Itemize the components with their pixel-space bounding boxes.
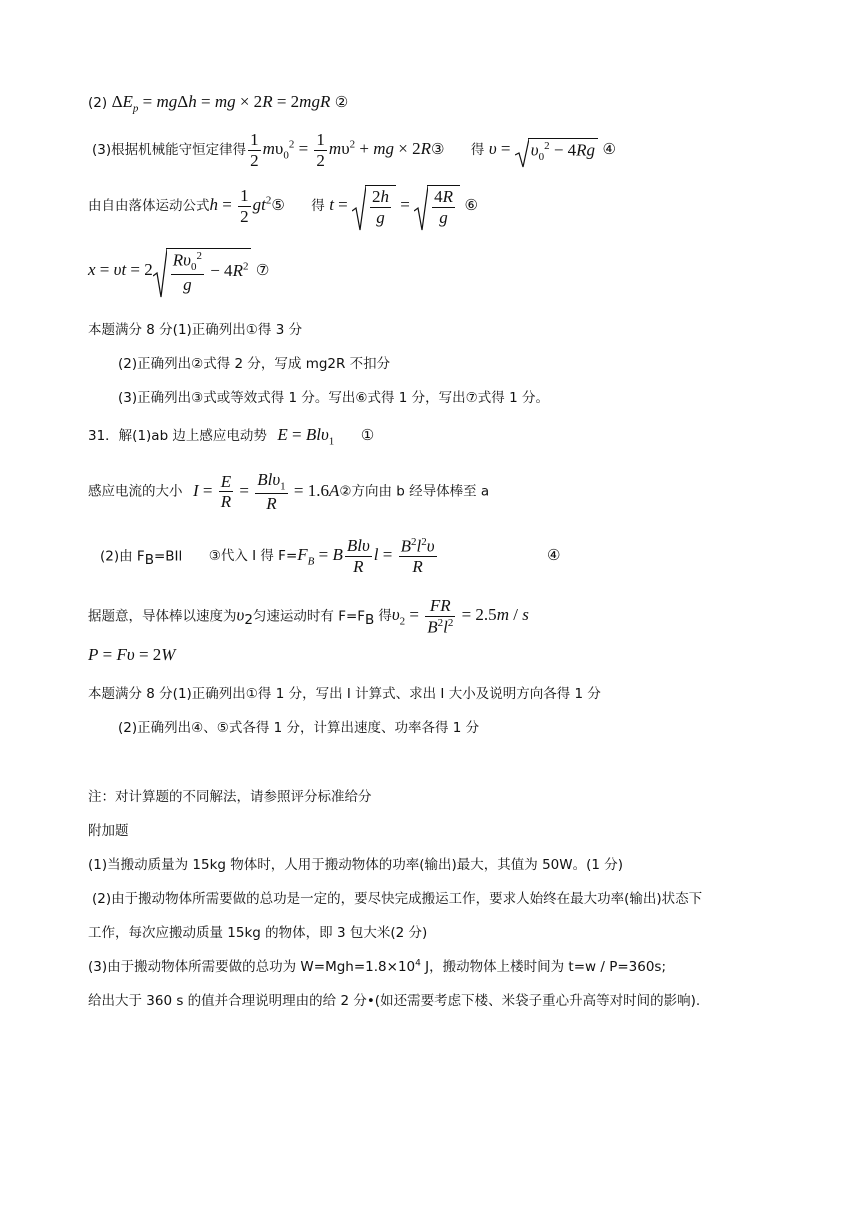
extra-title: 附加题 <box>88 823 129 839</box>
note-line: 注：对计算题的不同解法，请参照评分标准给分 <box>88 789 372 805</box>
extra-line-1: (1)当搬动质量为 15kg 物体时，人用于搬动物体的功率(输出)最大，其值为 50W。(1 分) <box>88 857 624 873</box>
score-line-5: (2)正确列出④、⑤式各得 1 分，计算出速度、功率各得 1 分 <box>118 720 480 736</box>
circled-7: ⑦ <box>255 261 270 280</box>
v2-sub: 2 <box>244 612 253 629</box>
fb-lead: (2)由 F <box>100 548 145 565</box>
fb-substitute: ③代入 I 得 F= <box>208 548 298 565</box>
q31-line <box>88 424 374 447</box>
score-line-4: 本题满分 8 分(1)正确列出①得 1 分，写出 I 计算式、求出 I 大小及说明方向各得 1 分 <box>88 686 601 702</box>
formula-emf: E = Blυ$_1$ <box>277 425 335 448</box>
score-line-3: (3)正确列出③式或等效式得 1 分。写出⑥式得 1 分，写出⑦式得 1 分。 <box>118 390 549 406</box>
e3-pre: (3)由于搬动物体所需要做的总功为 W=Mgh=1.8×10 <box>88 959 416 975</box>
fb-line <box>100 536 560 577</box>
current-line <box>88 470 489 514</box>
circled-3: ③ <box>430 139 445 158</box>
eq-line-4 <box>88 248 269 294</box>
eq-line-3 <box>88 185 478 227</box>
v2-lead: 据题意，导体棒以速度为 <box>88 608 237 625</box>
formula-fb: $F_B = B$ $\frac{\text{Blυ}}{R}$ l = $\frac{B^2l^2\upsilon}{R}$ <box>297 536 435 577</box>
v2-subB: B <box>365 612 375 629</box>
part-number: (2) <box>88 95 108 111</box>
power-formula: P = Fυ = 2W <box>88 645 176 664</box>
line-lead: 由自由落体运动公式 <box>88 197 210 214</box>
circled-2: ② <box>334 93 349 111</box>
line-lead: 感应电流的大小 <box>88 483 183 500</box>
circled-6: ⑥ <box>464 195 478 214</box>
de-text: 得 <box>470 141 485 158</box>
formula: $\Delta E_p = mg\Delta h$ = mg × 2R = 2mgR <box>111 92 331 115</box>
score-line-1: 本题满分 8 分(1)正确列出①得 3 分 <box>88 322 303 338</box>
score-line-2: (2)正确列出②式得 2 分，写成 mg2R 不扣分 <box>118 356 391 372</box>
de-text: 得 <box>378 608 392 625</box>
eq-line-1 <box>88 92 348 114</box>
formula-h: h = $\frac{1}{2}$ $gt^2$ <box>209 186 272 226</box>
fb-sub: B <box>144 552 154 569</box>
formula-energy: $\frac{1}{2}$ $m\upsilon_0^2$ = $\frac{1}{2}$ $m\upsilon^2$ + mg × 2R <box>250 130 431 170</box>
line-lead: (3)根据机械能守恒定律得 <box>92 141 247 158</box>
circled-4b: ④ <box>547 546 561 565</box>
de-text: 得 <box>311 197 325 214</box>
formula-x: x = υt = 2 $\frac{R\upsilon_0^2}{g}$ − $4R^2$ <box>88 260 251 279</box>
extra-line-4: 给出大于 360 s 的值并合理说明理由的给 2 分•(如还需要考虑下楼、米袋子重心升高等对时间的影响). <box>88 993 701 1009</box>
e3-exp: 4 <box>415 958 421 969</box>
e3-post: J，搬动物体上楼时间为 t=w / P=360s; <box>420 959 667 975</box>
v2-mid: 匀速运动时有 F=F <box>252 608 366 625</box>
formula-t: t = $\frac{2h}{g}$ = $\frac{4R}{g}$ <box>329 195 460 214</box>
eq-line-2 <box>92 130 616 170</box>
formula-i: I = $\frac{E}{R}$ = $\frac{Bl\upsilon_1}{R}$ = 1.6A <box>192 470 340 514</box>
circled-5: ⑤ <box>271 195 285 214</box>
extra-line-3 <box>88 955 666 975</box>
v2-line: 据题意，导体棒以速度为$\upsilon_2$匀速运动时有 $F=F_B$ 得$\upsilon_2$ = $\frac{FR}{B^2l^2}$ = 2.5m / s <box>88 596 529 637</box>
direction-text: ②方向由 b 经导体棒至 a <box>339 483 490 500</box>
fb-mid: =BIl <box>153 548 183 565</box>
line-lead: 31．解(1)ab 边上感应电动势 <box>88 428 267 444</box>
formula-v: υ = $\upsilon_0^2 - 4Rg$ <box>489 139 598 158</box>
formula-v2: $\upsilon_2$ = $\frac{FR}{B^2l^2}$ = 2.5m / s <box>391 596 529 637</box>
circled-4: ④ <box>602 139 616 158</box>
extra-line-2a: (2)由于搬动物体所需要做的总功是一定的，要尽快完成搬运工作，要求人始终在最大功率(输出)状态下 <box>92 891 703 907</box>
circled-1: ① <box>360 426 375 444</box>
extra-line-2b: 工作，每次应搬动质量 15kg 的物体，即 3 包大米(2 分) <box>88 925 428 941</box>
